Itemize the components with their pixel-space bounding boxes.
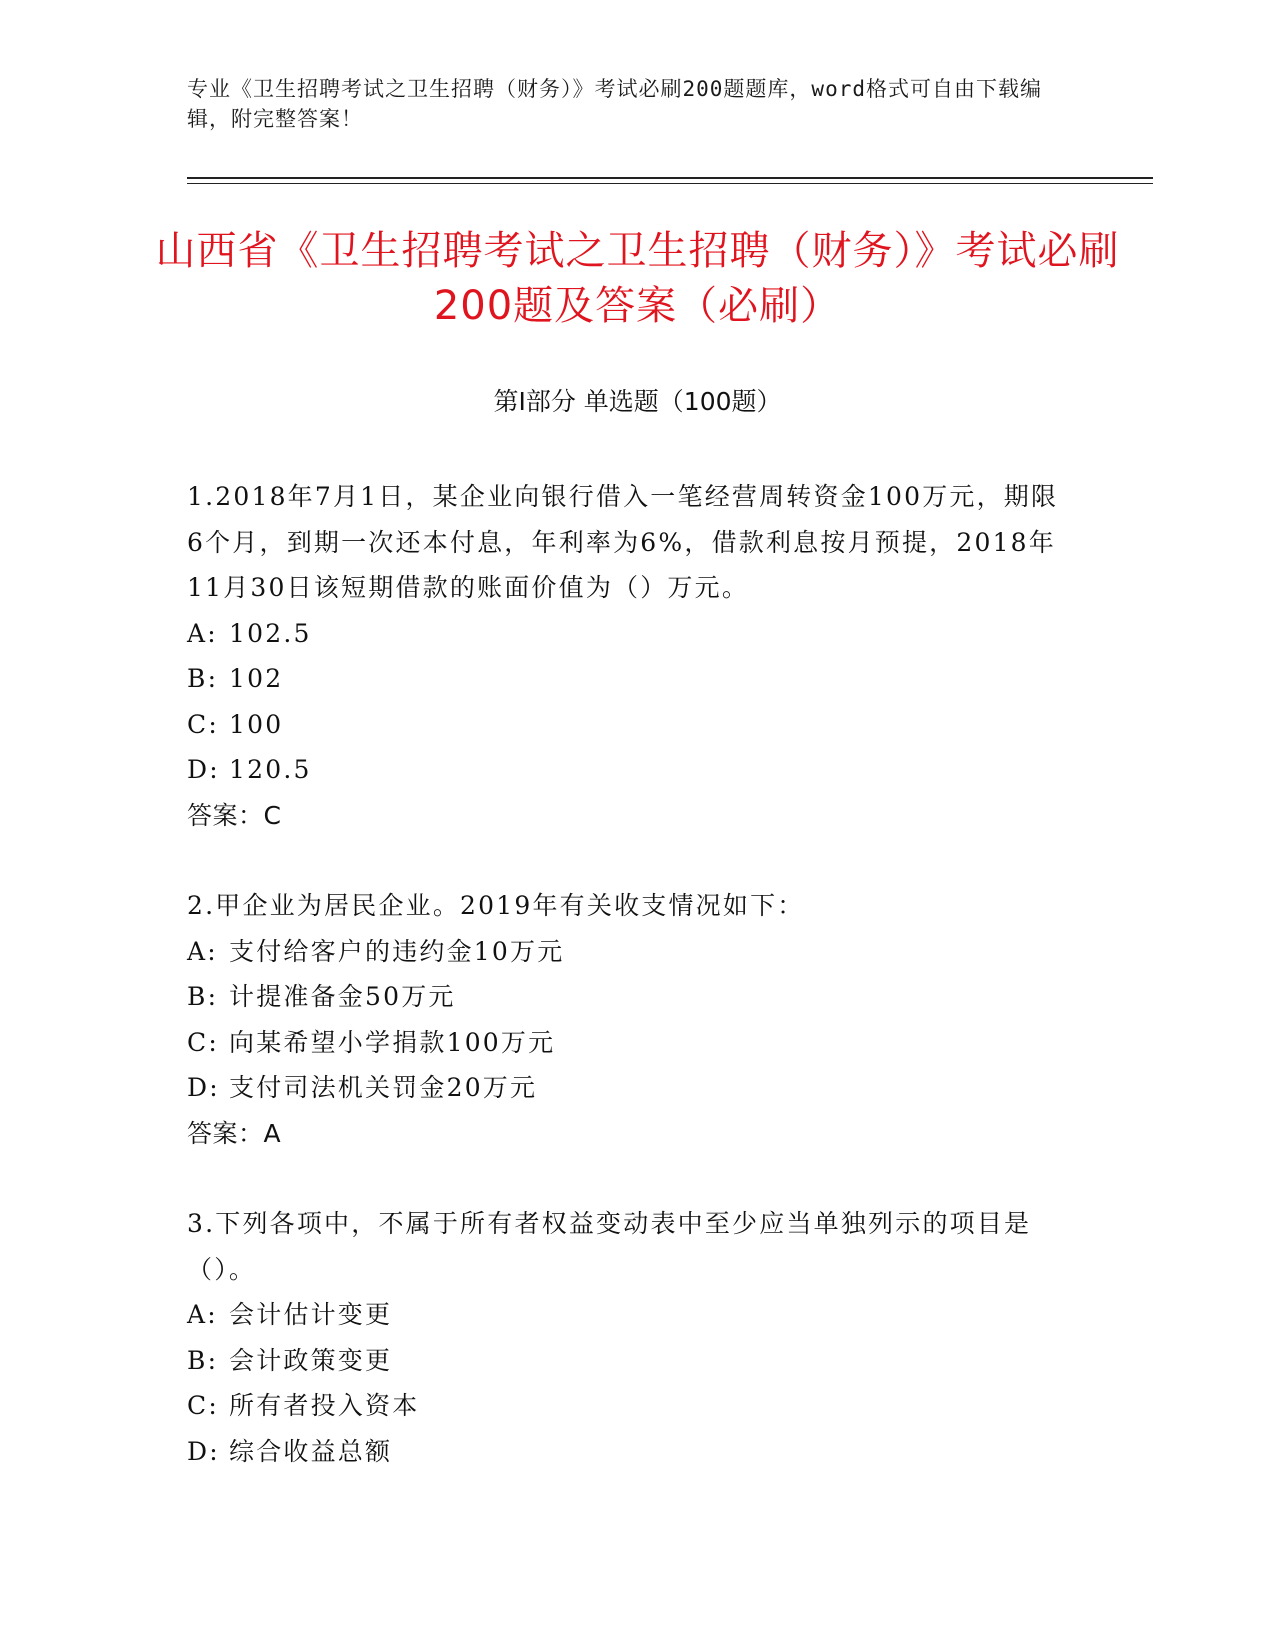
option-letter: D: <box>187 755 220 784</box>
option-c <box>187 1020 1067 1066</box>
option-letter: D: <box>187 1073 220 1102</box>
option-letter: B: <box>187 1345 219 1375</box>
question-2 <box>187 883 1067 1156</box>
option-text: 会计估计变更 <box>229 1300 393 1329</box>
option-text: 120.5 <box>229 755 312 784</box>
option-text: 支付司法机关罚金20万元 <box>229 1073 538 1102</box>
option-text: 计提准备金50万元 <box>229 982 456 1011</box>
option-letter: A: <box>187 618 218 648</box>
option-text: 会计政策变更 <box>229 1345 393 1375</box>
header-note: 专业《卫生招聘考试之卫生招聘（财务）》考试必刷200题题库，word格式可自由下载编辑，附完整答案！ <box>187 77 1042 131</box>
option-letter: C: <box>187 1027 219 1057</box>
option-text: 向某希望小学捐款100万元 <box>229 1027 556 1057</box>
option-d <box>187 1065 1067 1111</box>
option-letter: C: <box>187 1391 219 1420</box>
option-letter: A: <box>187 936 218 966</box>
header-divider-thin <box>187 183 1153 184</box>
option-letter: B: <box>187 664 219 693</box>
option-a <box>187 1292 1067 1338</box>
option-b <box>187 656 1067 702</box>
question-stem: 3.下列各项中，不属于所有者权益变动表中至少应当单独列示的项目是（）。 <box>187 1209 1032 1284</box>
option-text: 综合收益总额 <box>229 1436 393 1466</box>
question-spacer <box>187 838 1067 883</box>
option-letter: C: <box>187 709 219 739</box>
answer-line: 答案：A <box>187 1118 282 1148</box>
option-text: 102.5 <box>229 618 312 648</box>
option-text: 所有者投入资本 <box>229 1391 420 1420</box>
question-spacer <box>187 1156 1067 1201</box>
header-divider-thick <box>187 177 1153 179</box>
question-stem: 1.2018年7月1日，某企业向银行借入一笔经营周转资金100万元，期限6个月，到期一次还本付息，年利率为6%，借款利息按月预提，2018年11月30日该短期借款的账面价值为（）万元。 <box>187 482 1059 602</box>
option-letter: D: <box>187 1436 220 1466</box>
option-b <box>187 974 1067 1020</box>
document-title: 山西省《卫生招聘考试之卫生招聘（财务）》考试必刷200题及答案（必刷） <box>155 228 1120 329</box>
option-d <box>187 747 1067 793</box>
question-stem: 2.甲企业为居民企业。2019年有关收支情况如下： <box>187 891 805 920</box>
option-c <box>187 1383 1067 1429</box>
section-heading: 第I部分 单选题（100题） <box>493 387 782 416</box>
option-letter: B: <box>187 982 219 1011</box>
option-a <box>187 611 1067 657</box>
question-3 <box>187 1201 1067 1474</box>
option-letter: A: <box>187 1300 218 1329</box>
option-text: 102 <box>229 664 284 693</box>
option-a <box>187 929 1067 975</box>
answer-line: 答案：C <box>187 800 282 830</box>
option-d <box>187 1429 1067 1475</box>
question-1 <box>187 474 1067 838</box>
question-list <box>187 474 1067 1474</box>
option-text: 支付给客户的违约金10万元 <box>229 936 565 966</box>
option-text: 100 <box>229 709 284 739</box>
option-b <box>187 1338 1067 1384</box>
option-c <box>187 702 1067 748</box>
